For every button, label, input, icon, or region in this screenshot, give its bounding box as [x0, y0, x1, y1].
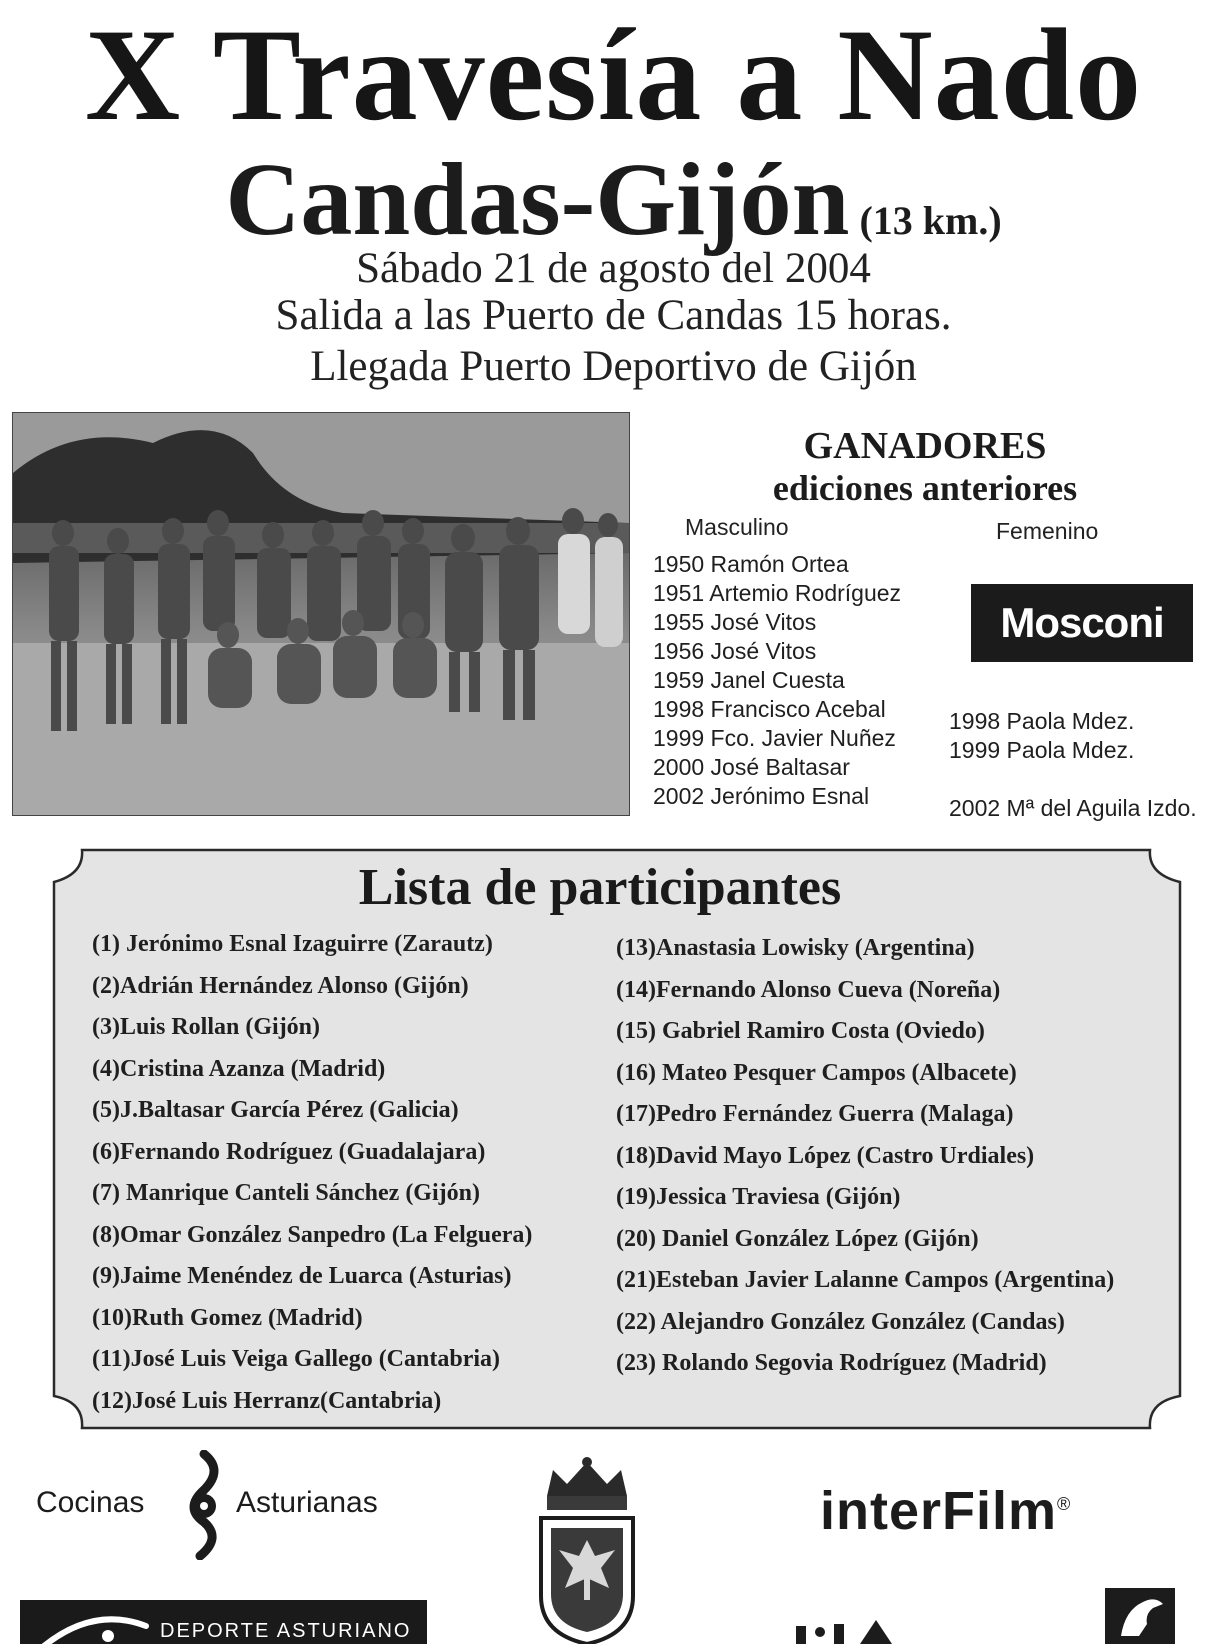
list-item: 1998 Francisco Acebal — [653, 696, 886, 722]
female-column-label: Femenino — [996, 518, 1099, 544]
interfilm-logo-text: interFilm — [820, 1481, 1058, 1541]
swimmers-group-photo — [12, 412, 630, 816]
mosconi-logo-text: Mosconi — [1000, 599, 1164, 646]
winners-subheading: ediciones anteriores — [772, 468, 1078, 508]
list-item: (9)Jaime Menéndez de Luarca (Asturias) — [92, 1263, 512, 1289]
photo-illustration — [13, 413, 629, 815]
list-item: (4)Cristina Azanza (Madrid) — [92, 1055, 386, 1082]
route-line — [0, 140, 1227, 260]
male-winners-list — [653, 550, 901, 811]
participants-title: Lista de participantes — [358, 859, 842, 916]
swirl-icon — [174, 1450, 234, 1560]
list-item: (12)José Luis Herranz(Cantabria) — [92, 1387, 442, 1414]
list-item: (16) Mateo Pesquer Campos (Albacete) — [616, 1059, 1017, 1086]
list-item: 1999 Fco. Javier Nuñez — [653, 725, 896, 751]
list-item: (10)Ruth Gomez (Madrid) — [92, 1304, 363, 1331]
list-item: (21)Esteban Javier Lalanne Campos (Argentina) — [616, 1267, 1115, 1293]
list-item: (8)Omar González Sanpedro (La Felguera) — [92, 1221, 533, 1248]
partial-logo-icon — [790, 1620, 920, 1644]
participants-left-column — [92, 924, 532, 1422]
route-distance: (13 km.) — [859, 198, 1002, 243]
cocinas-asturianas-logo — [36, 1450, 396, 1560]
cocinas-logo-text-left: Cocinas — [36, 1486, 145, 1519]
list-item: (14)Fernando Alonso Cueva (Noreña) — [616, 976, 1001, 1003]
list-item: (20) Daniel González López (Gijón) — [616, 1225, 979, 1252]
mosconi-logo — [971, 584, 1193, 662]
participants-right-column — [616, 928, 1114, 1385]
list-item: 1956 José Vitos — [653, 638, 817, 664]
list-item: (22) Alejandro González González (Candas) — [616, 1308, 1065, 1335]
list-item: (1) Jerónimo Esnal Izaguirre (Zarautz) — [92, 931, 493, 957]
list-item: (23) Rolando Segovia Rodríguez (Madrid) — [616, 1350, 1047, 1376]
event-date: Sábado 21 de agosto del 2004 — [356, 245, 871, 292]
list-item: (3)Luis Rollan (Gijón) — [92, 1014, 321, 1040]
horse-logo-icon — [1105, 1588, 1175, 1644]
list-item: 1955 José Vitos — [653, 609, 817, 635]
poster-title: X Travesía a Nado — [84, 1, 1143, 148]
registered-mark: ® — [1057, 1494, 1072, 1514]
list-item: (17)Pedro Fernández Guerra (Malaga) — [616, 1101, 1014, 1127]
deporte-asturiano-banner — [20, 1600, 427, 1644]
list-item: (2)Adrián Hernández Alonso (Gijón) — [92, 972, 469, 999]
list-item: 1950 Ramón Ortea — [653, 551, 849, 577]
list-item: 1951 Artemio Rodríguez — [653, 580, 902, 606]
list-item: (5)J.Baltasar García Pérez (Galicia) — [92, 1097, 459, 1123]
list-item: 2002 Jerónimo Esnal — [653, 783, 870, 809]
list-item: (13)Anastasia Lowisky (Argentina) — [616, 935, 975, 961]
list-item: (11)José Luis Veiga Gallego (Cantabria) — [92, 1346, 501, 1372]
list-item: (7) Manrique Canteli Sánchez (Gijón) — [92, 1180, 480, 1206]
winners-heading: GANADORES — [803, 425, 1047, 467]
list-item: (6)Fernando Rodríguez (Guadalajara) — [92, 1138, 486, 1165]
event-start: Salida a las Puerto de Candas 15 horas. — [275, 292, 952, 339]
event-finish: Llegada Puerto Deportivo de Gijón — [310, 343, 917, 390]
list-item: 2000 José Baltasar — [653, 754, 850, 780]
list-item: (19)Jessica Traviesa (Gijón) — [616, 1184, 901, 1210]
interfilm-logo — [820, 1480, 1071, 1542]
list-item: 1998 Paola Mdez. — [949, 708, 1135, 734]
list-item: 1959 Janel Cuesta — [653, 667, 845, 693]
list-item: (18)David Mayo López (Castro Urdiales) — [616, 1142, 1035, 1169]
list-item: 1999 Paola Mdez. — [949, 737, 1135, 763]
cocinas-logo-text-right: Asturianas — [236, 1486, 378, 1519]
male-column-label: Masculino — [685, 514, 789, 540]
deporte-banner-text: DEPORTE ASTURIANO — [160, 1620, 412, 1642]
route-title: Candas-Gijón — [225, 142, 850, 257]
swoosh-icon — [34, 1612, 154, 1644]
list-item: 2002 Mª del Aguila Izdo. — [949, 795, 1197, 821]
list-item: (15) Gabriel Ramiro Costa (Oviedo) — [616, 1018, 985, 1044]
coat-of-arms-icon — [535, 1456, 639, 1644]
